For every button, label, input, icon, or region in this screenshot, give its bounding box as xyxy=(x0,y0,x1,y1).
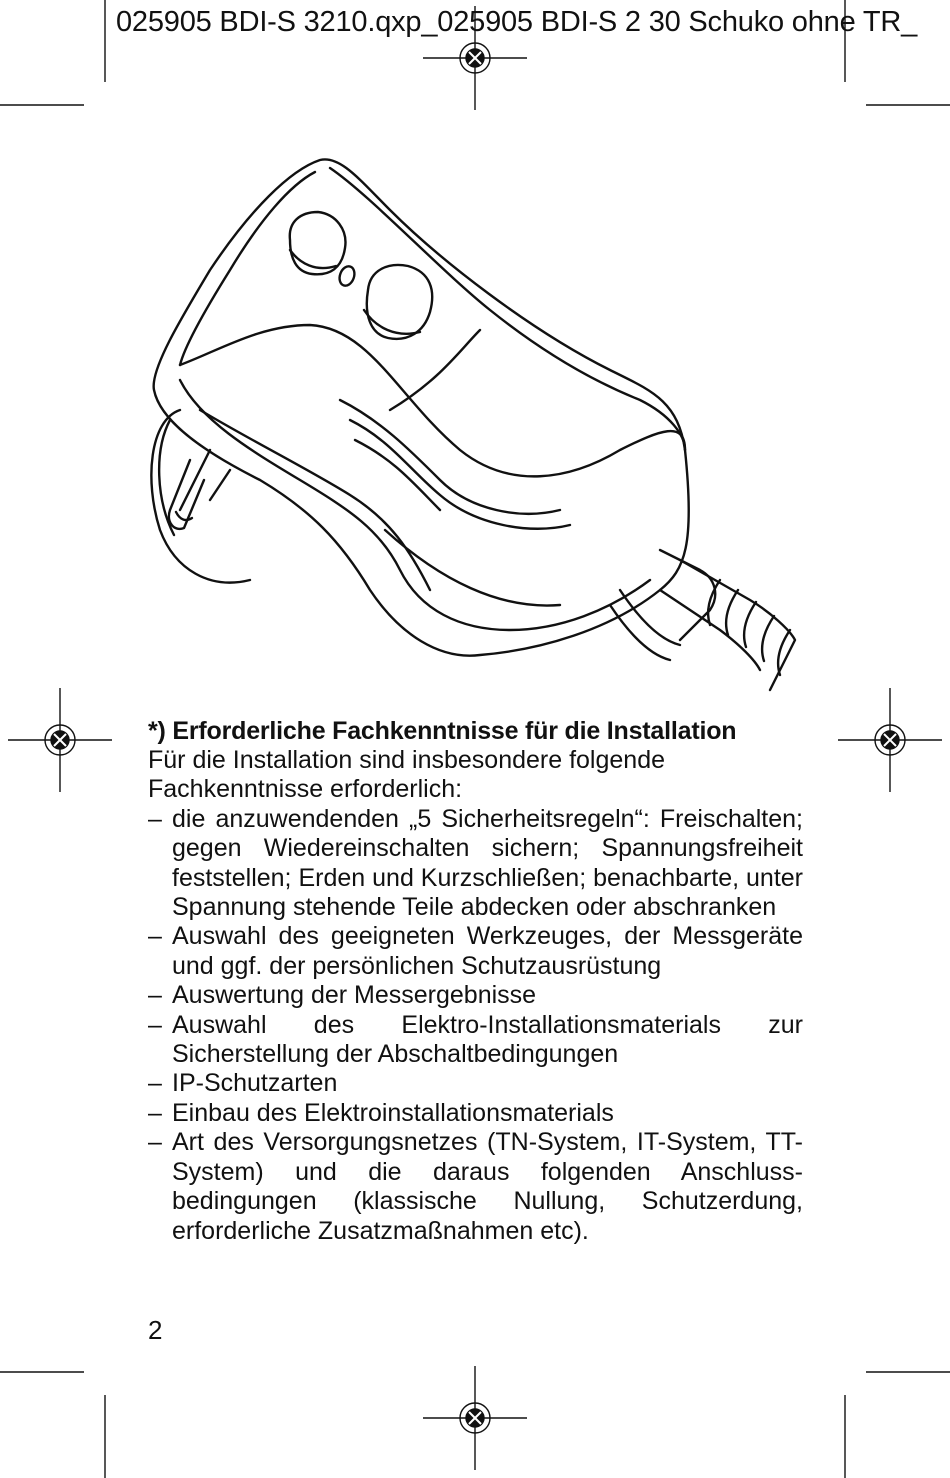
list-item-text: die anzuwendenden „5 Sicherheitsregeln“: Freischalten; gegen Wiedereinschalten sichern; Spannungsfreiheit feststellen; Erden und Kurzschließen; benachbarte, unter Spannung stehende Teile abdecken oder abschranken xyxy=(172,804,803,922)
list-item xyxy=(148,1011,803,1070)
list-item xyxy=(148,1128,803,1246)
list-bullet: – xyxy=(148,1010,162,1039)
list-item-text: Art des Versorgungsnetzes (TN-System, IT-System, TT-System) und die daraus folgenden Anschluss-bedingungen (klassische Nullung, Schutzerdung, erforderliche Zusatzmaßnahmen etc). xyxy=(172,1128,803,1245)
registration-mark-icon xyxy=(423,6,527,110)
list-item xyxy=(148,922,803,981)
list-item xyxy=(148,1069,803,1098)
list-item-text: IP-Schutzarten xyxy=(172,1069,338,1098)
registration-mark-icon xyxy=(8,688,112,792)
registration-mark-icon xyxy=(423,1366,527,1470)
list-item xyxy=(148,1099,803,1128)
slug-line: 025905 BDI-S 3210.qxp_025905 BDI-S 2 30 Schuko ohne TR_ xyxy=(116,6,918,38)
page-number: 2 xyxy=(148,1315,163,1345)
installation-requirements xyxy=(148,716,803,1246)
list-item-text: Auswahl des Elektro-Installationsmaterials zur Sicherstellung der Abschaltbedingungen xyxy=(172,1010,803,1069)
list-bullet: – xyxy=(148,1069,162,1098)
list-bullet: – xyxy=(148,804,162,833)
list-bullet: – xyxy=(148,1128,162,1157)
requirements-list xyxy=(148,805,803,1246)
list-bullet: – xyxy=(148,981,162,1010)
section-intro: Für die Installation sind insbesondere folgende Fachkenntnisse erforderlich: xyxy=(148,746,666,804)
registration-mark-icon xyxy=(838,688,942,792)
list-item xyxy=(148,981,803,1010)
list-bullet: – xyxy=(148,922,162,951)
list-item-text: Auswertung der Messergebnisse xyxy=(172,981,537,1010)
section-heading: *) Erforderliche Fachkenntnisse für die Installation xyxy=(148,717,737,745)
list-item-text: Einbau des Elektroinstallationsmaterials xyxy=(172,1098,614,1127)
list-item xyxy=(148,805,803,923)
list-bullet: – xyxy=(148,1098,162,1127)
list-item-text: Auswahl des geeigneten Werkzeuges, der Messgeräte und ggf. der persönlichen Schutzausrüstung xyxy=(172,922,803,980)
rcd-adapter-plug-drawing-icon xyxy=(140,150,820,710)
